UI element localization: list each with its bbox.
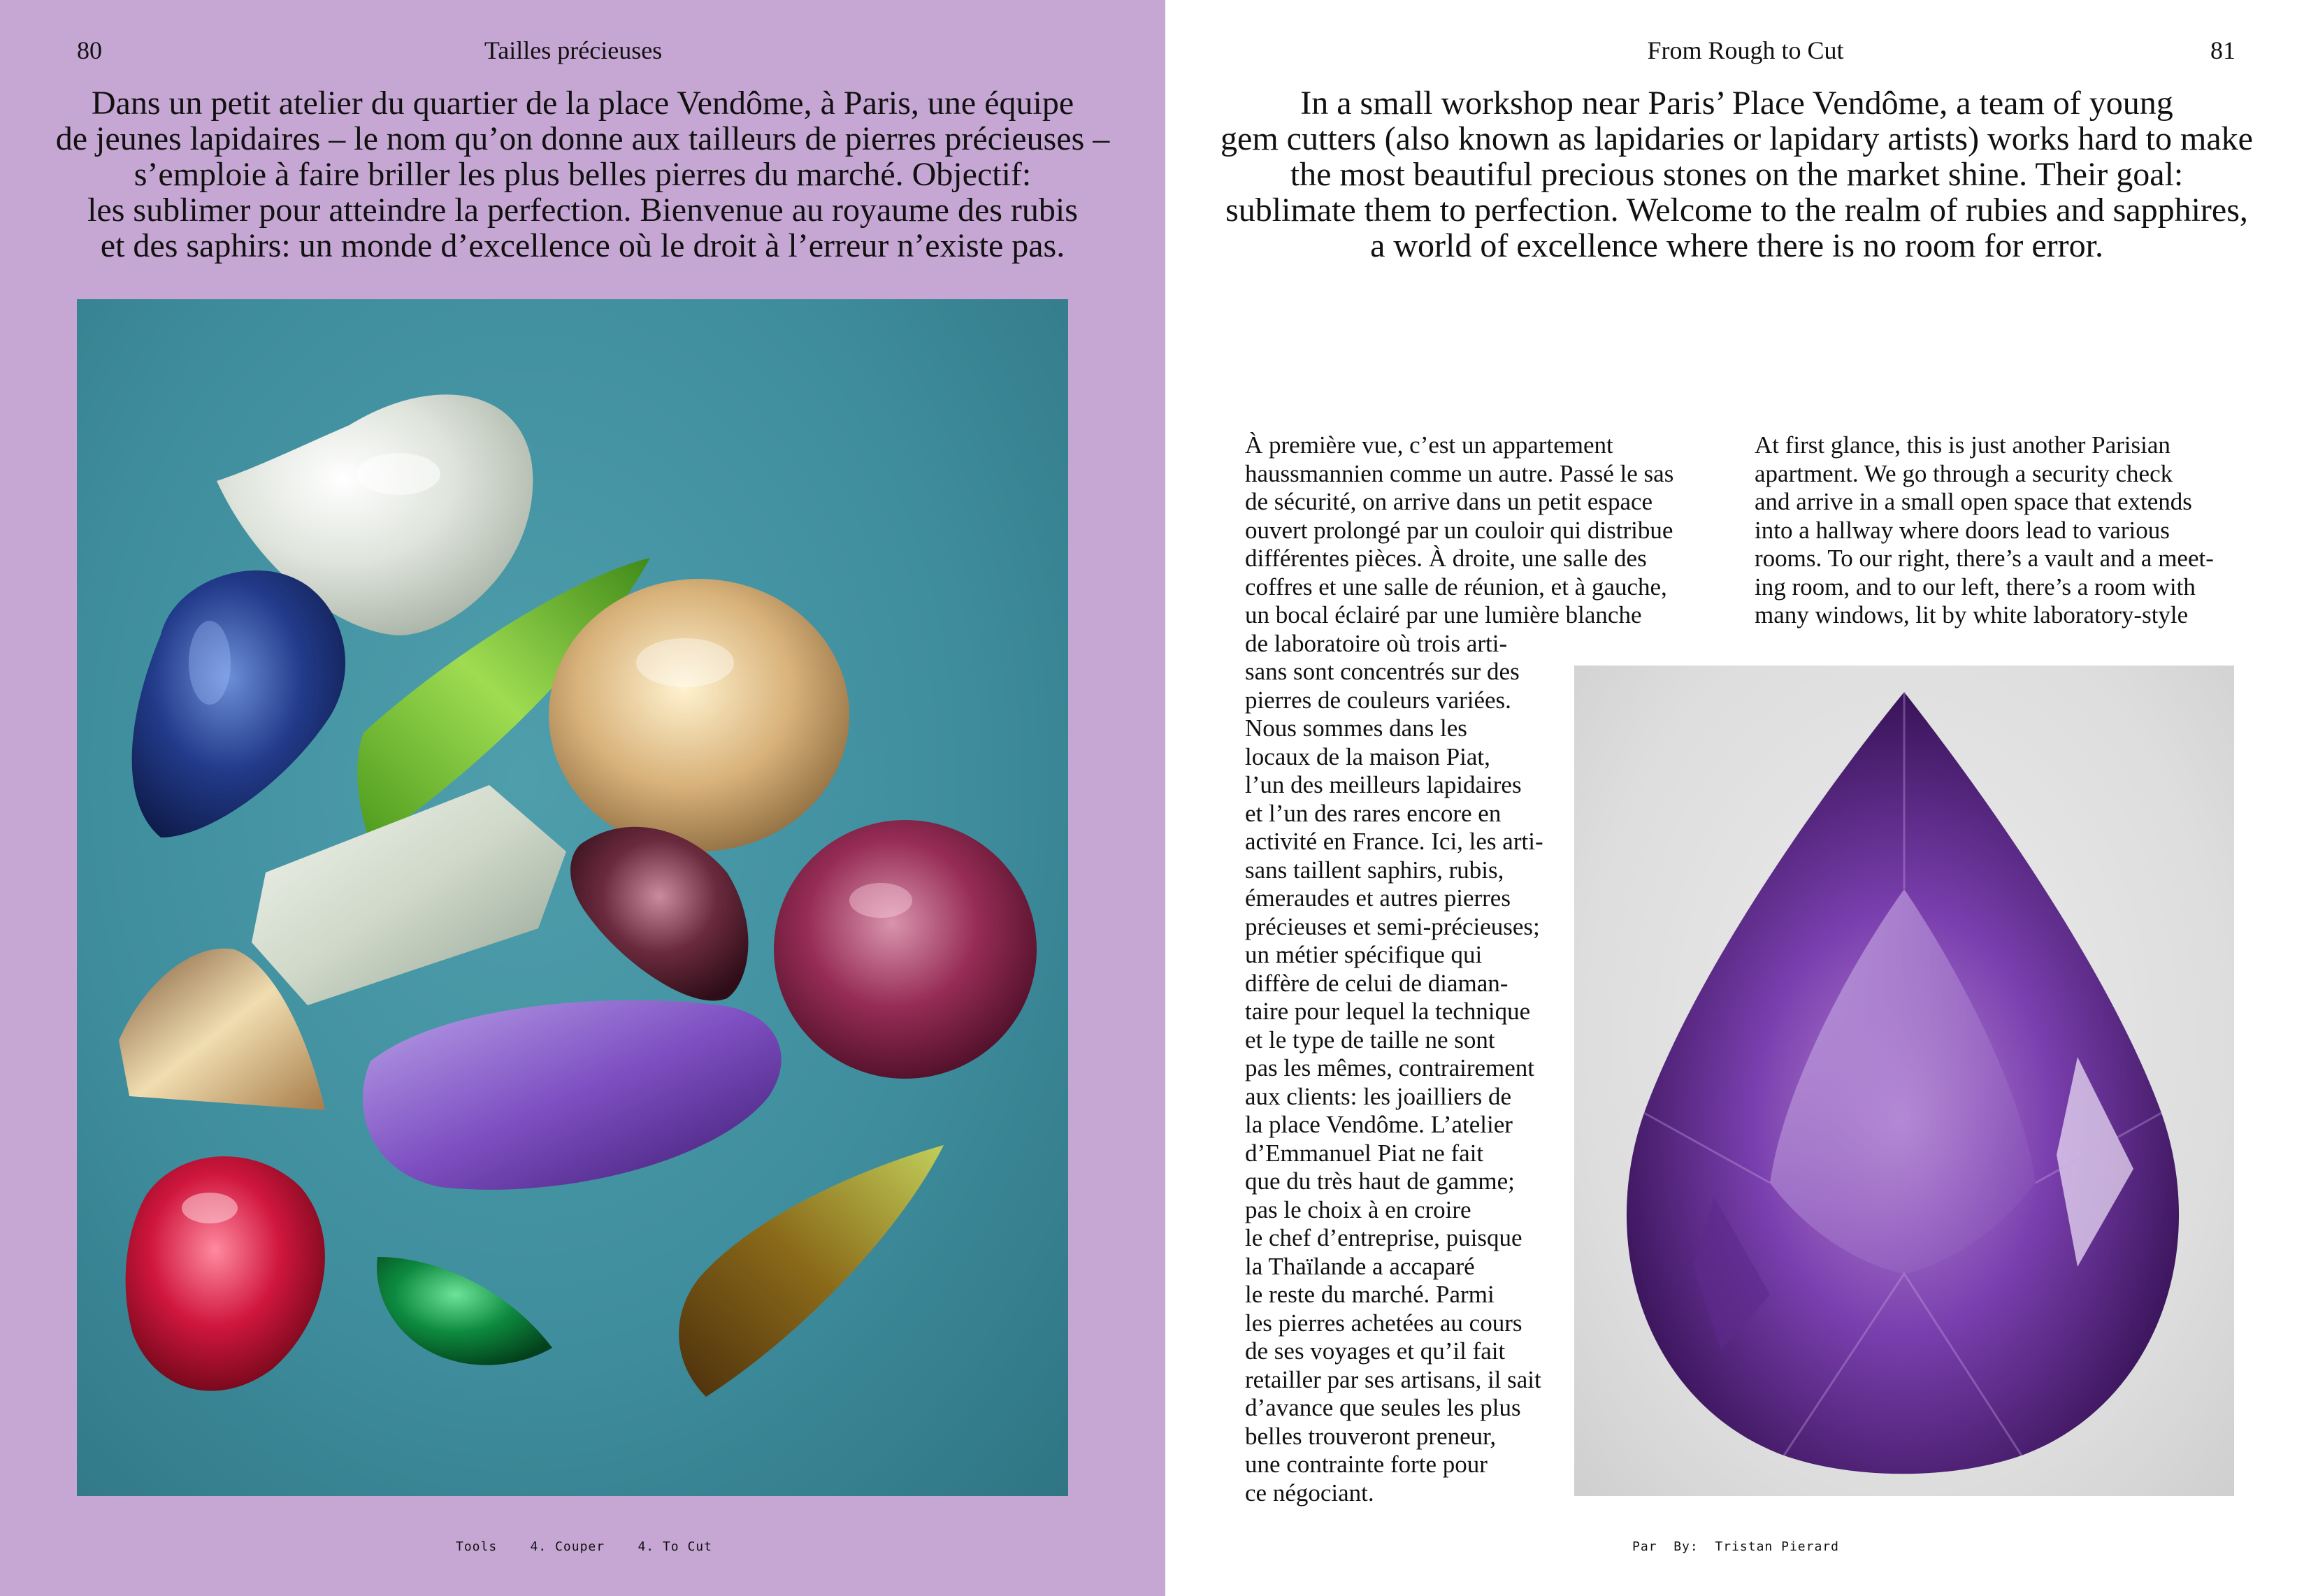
footer-section: Tools — [456, 1539, 498, 1554]
body-en-line: into a hallway where doors lead to various — [1755, 516, 2170, 544]
running-title-left: Tailles précieuses — [484, 36, 663, 64]
lede-en-line: gem cutters (also known as lapidaries or lapidary artists) works hard to make — [1221, 120, 2253, 157]
lede-en-line: sublimate them to perfection. Welcome to the realm of rubies and sapphires, — [1225, 192, 2248, 229]
body-fr-line: pierres de couleurs variées. — [1245, 686, 1511, 714]
lede-en-line: a world of excellence where there is no room for error. — [1370, 227, 2103, 264]
body-fr-line: une contrainte forte pour — [1245, 1451, 1488, 1478]
lede-fr-line: Dans un petit atelier du quartier de la place Vendôme, à Paris, une équipe — [91, 85, 1074, 122]
body-fr-line: aux clients: les joailliers de — [1245, 1082, 1512, 1110]
body-fr-line: les pierres achetées au cours — [1245, 1309, 1522, 1337]
footer-right — [1632, 1539, 1839, 1555]
body-en-line: many windows, lit by white laboratory-style — [1755, 601, 2189, 628]
body-fr-line: de sécurité, on arrive dans un petit espace — [1245, 488, 1653, 515]
body-en-line: apartment. We go through a security check — [1755, 459, 2173, 487]
body-en-line: rooms. To our right, there’s a vault and a meet- — [1755, 545, 2214, 572]
body-fr-line: d’avance que seules les plus — [1245, 1394, 1521, 1421]
body-fr-line: le reste du marché. Parmi — [1245, 1281, 1495, 1308]
body-en-line: and arrive in a small open space that extends — [1755, 488, 2192, 515]
body-fr-line: activité en France. Ici, les arti- — [1245, 828, 1543, 855]
page-number-left: 80 — [77, 36, 102, 64]
body-fr-line: un bocal éclairé par une lumière blanche — [1245, 601, 1642, 628]
body-fr-line: émeraudes et autres pierres — [1245, 884, 1511, 912]
body-fr-line: diffère de celui de diaman- — [1245, 969, 1509, 997]
body-fr-line: locaux de la maison Piat, — [1245, 742, 1490, 770]
lede-en-line: In a small workshop near Paris’ Place Vendôme, a team of young — [1300, 85, 2173, 122]
page-number-right: 81 — [2210, 36, 2236, 64]
body-fr-line: le chef d’entreprise, puisque — [1245, 1224, 1522, 1251]
footer-author: Tristan Pierard — [1715, 1539, 1839, 1554]
body-en-line: ing room, and to our left, there’s a room with — [1755, 573, 2196, 601]
body-fr-line: Nous sommes dans les — [1245, 714, 1467, 742]
gemstones-photo — [77, 299, 1068, 1496]
body-fr-line: pas le choix à en croire — [1245, 1195, 1471, 1223]
lede-fr-line: et des saphirs: un monde d’excellence où le droit à l’erreur n’existe pas. — [100, 227, 1065, 264]
lede-en-line: the most beautiful precious stones on the market shine. Their goal: — [1290, 156, 2184, 193]
body-fr-line: haussmannien comme un autre. Passé le sas — [1245, 459, 1674, 487]
body-fr-line: sans taillent saphirs, rubis, — [1245, 856, 1504, 884]
body-fr-line: de ses voyages et qu’il fait — [1245, 1337, 1506, 1365]
body-fr-line: de laboratoire où trois arti- — [1245, 629, 1508, 657]
lede-fr — [42, 85, 1123, 264]
body-fr-line: que du très haut de gamme; — [1245, 1167, 1515, 1195]
body-fr-line: un métier spécifique qui — [1245, 941, 1483, 968]
footer-by-fr: Par — [1632, 1539, 1657, 1554]
body-fr-line: retailler par ses artisans, il sait — [1245, 1365, 1541, 1393]
body-fr-line: pas les mêmes, contrairement — [1245, 1054, 1535, 1081]
body-fr-line: la place Vendôme. L’atelier — [1245, 1111, 1513, 1138]
lede-en — [1207, 85, 2266, 264]
body-fr-line: précieuses et semi-précieuses; — [1245, 912, 1540, 940]
lede-fr-line: les sublimer pour atteindre la perfection. Bienvenue au royaume des rubis — [87, 192, 1078, 229]
body-fr-line: À première vue, c’est un appartement — [1245, 431, 1613, 459]
lede-fr-line: de jeunes lapidaires – le nom qu’on donne aux tailleurs de pierres précieuses – — [55, 120, 1110, 157]
body-fr-line: d’Emmanuel Piat ne fait — [1245, 1139, 1484, 1167]
body-text-en — [1755, 431, 2214, 630]
footer-by-en: By: — [1673, 1539, 1699, 1554]
body-fr-line: la Thaïlande a accaparé — [1245, 1252, 1475, 1280]
body-fr-line: ouvert prolongé par un couloir qui distribue — [1245, 516, 1673, 544]
amethyst-photo — [1574, 666, 2234, 1496]
body-fr-line: sans sont concentrés sur des — [1245, 658, 1520, 685]
body-fr-line: différentes pièces. À droite, une salle des — [1245, 545, 1647, 572]
body-fr-line: belles trouveront preneur, — [1245, 1422, 1497, 1450]
body-fr-line: ce négociant. — [1245, 1479, 1374, 1507]
body-fr-line: coffres et une salle de réunion, et à gauche, — [1245, 573, 1667, 601]
running-title-right: From Rough to Cut — [1647, 36, 1844, 64]
body-fr-line: taire pour lequel la technique — [1245, 998, 1531, 1025]
lede-fr-line: s’emploie à faire briller les plus belles pierres du marché. Objectif: — [134, 156, 1032, 193]
body-en-line: At first glance, this is just another Parisian — [1755, 431, 2170, 459]
body-fr-line: et le type de taille ne sont — [1245, 1026, 1495, 1054]
footer-chapter-en: 4. To Cut — [638, 1539, 712, 1554]
body-fr-line: et l’un des rares encore en — [1245, 799, 1502, 827]
footer-left — [456, 1539, 712, 1555]
footer-chapter-fr: 4. Couper — [530, 1539, 605, 1554]
body-fr-line: l’un des meilleurs lapidaires — [1245, 771, 1522, 798]
